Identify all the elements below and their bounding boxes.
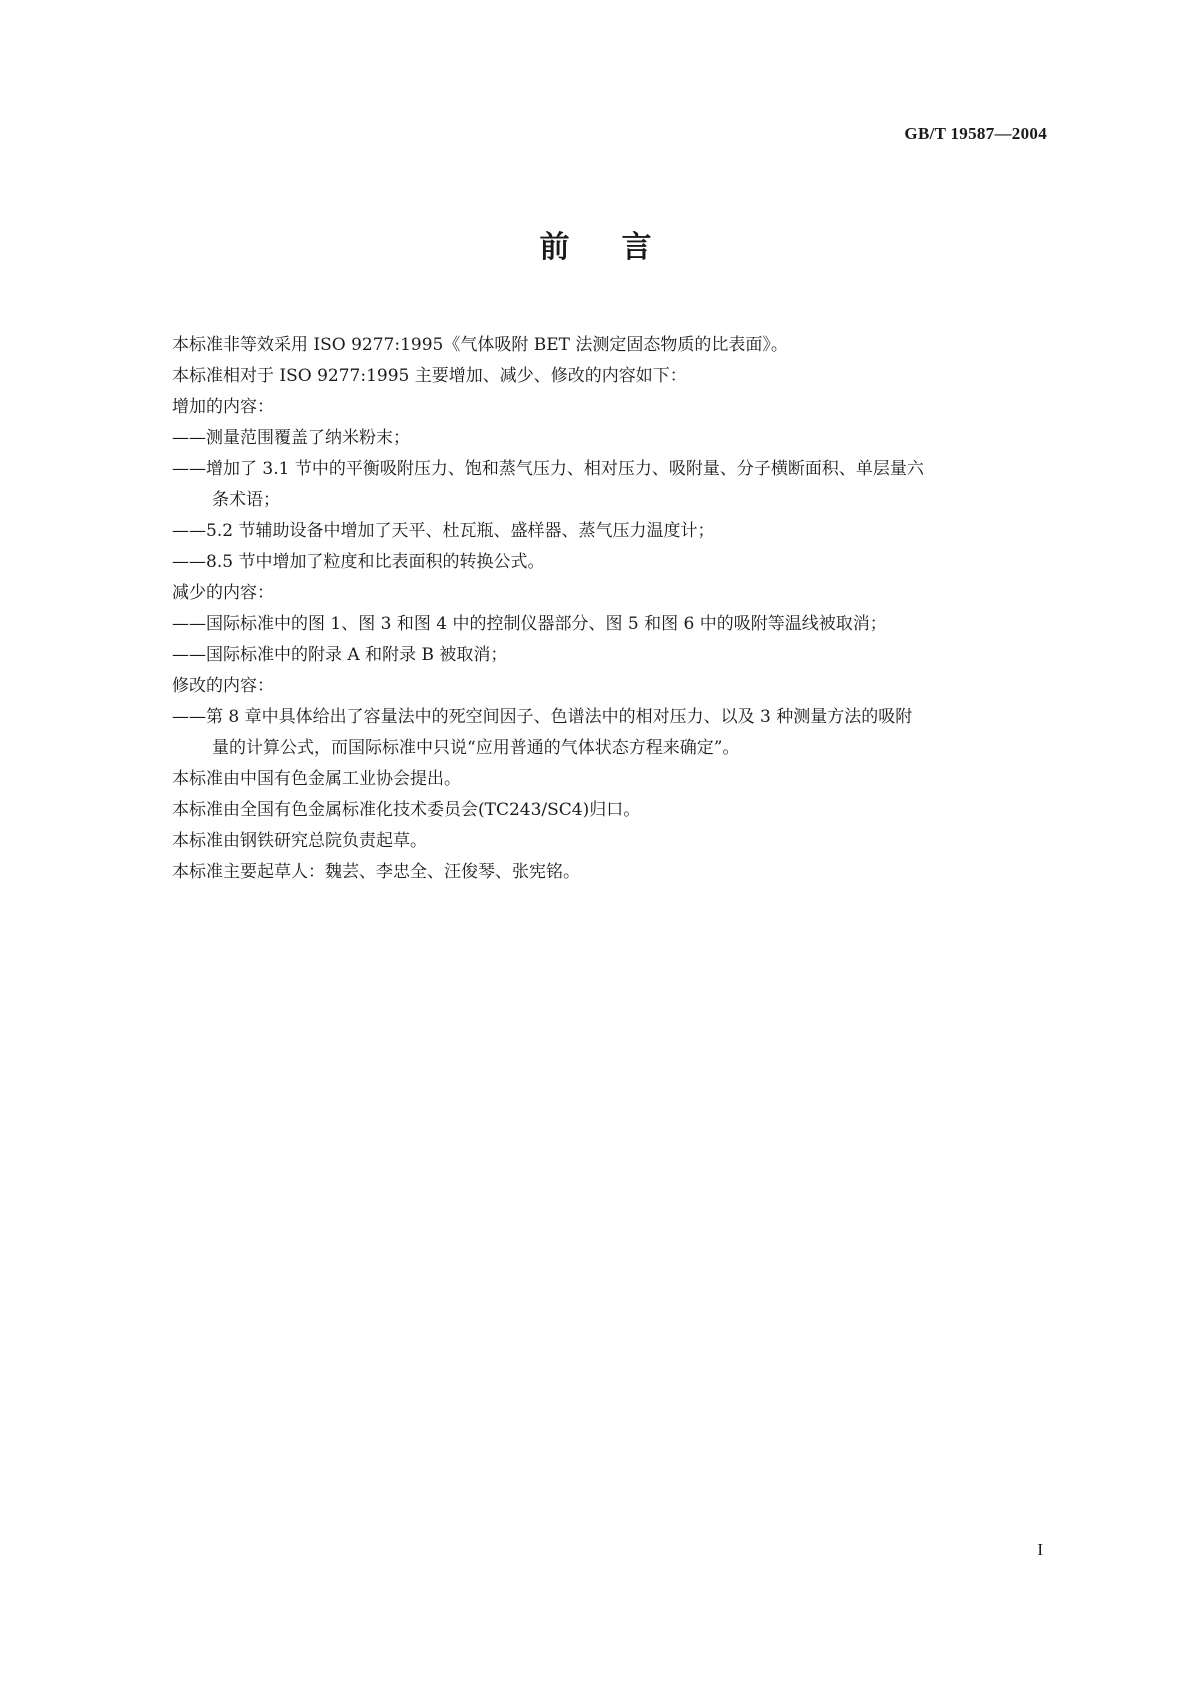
document-body bbox=[172, 330, 1052, 888]
list-item: ——8.5 节中增加了粒度和比表面积的转换公式。 bbox=[172, 552, 545, 572]
paragraph-adoption: 本标准非等效采用 ISO 9277:1995《气体吸附 BET 法测定固态物质的比表面》。 bbox=[172, 335, 788, 355]
list-item-continuation: 量的计算公式，而国际标准中只说“应用普通的气体状态方程来确定”。 bbox=[212, 738, 740, 758]
paragraph-proposer: 本标准由中国有色金属工业协会提出。 bbox=[172, 769, 461, 789]
list-item: ——增加了 3.1 节中的平衡吸附压力、饱和蒸气压力、相对压力、吸附量、分子横断面积、单层量六 bbox=[172, 459, 924, 479]
paragraph-changes-intro: 本标准相对于 ISO 9277:1995 主要增加、减少、修改的内容如下： bbox=[172, 366, 687, 386]
heading-reductions: 减少的内容： bbox=[172, 583, 274, 603]
standard-code: GB/T 19587—2004 bbox=[904, 124, 1047, 143]
list-item: ——测量范围覆盖了纳米粉末； bbox=[172, 428, 410, 448]
paragraph-drafting-unit: 本标准由钢铁研究总院负责起草。 bbox=[172, 831, 427, 851]
list-item: ——国际标准中的图 1、图 3 和图 4 中的控制仪器部分、图 5 和图 6 中的吸附等温线被取消； bbox=[172, 614, 887, 634]
list-item-continuation: 条术语； bbox=[212, 490, 280, 510]
list-item: ——国际标准中的附录 A 和附录 B 被取消； bbox=[172, 645, 508, 665]
paragraph-committee: 本标准由全国有色金属标准化技术委员会(TC243/SC4)归口。 bbox=[172, 800, 641, 820]
list-item: ——第 8 章中具体给出了容量法中的死空间因子、色谱法中的相对压力、以及 3 种测量方法的吸附 bbox=[172, 707, 913, 727]
page-number: I bbox=[1037, 1540, 1043, 1559]
paragraph-drafters: 本标准主要起草人：魏芸、李忠全、汪俊琴、张宪铭。 bbox=[172, 862, 580, 882]
list-item: ——5.2 节辅助设备中增加了天平、杜瓦瓶、盛样器、蒸气压力温度计； bbox=[172, 521, 715, 541]
page-title: 前言 bbox=[539, 230, 704, 265]
heading-additions: 增加的内容： bbox=[172, 397, 274, 417]
heading-modifications: 修改的内容： bbox=[172, 676, 274, 696]
